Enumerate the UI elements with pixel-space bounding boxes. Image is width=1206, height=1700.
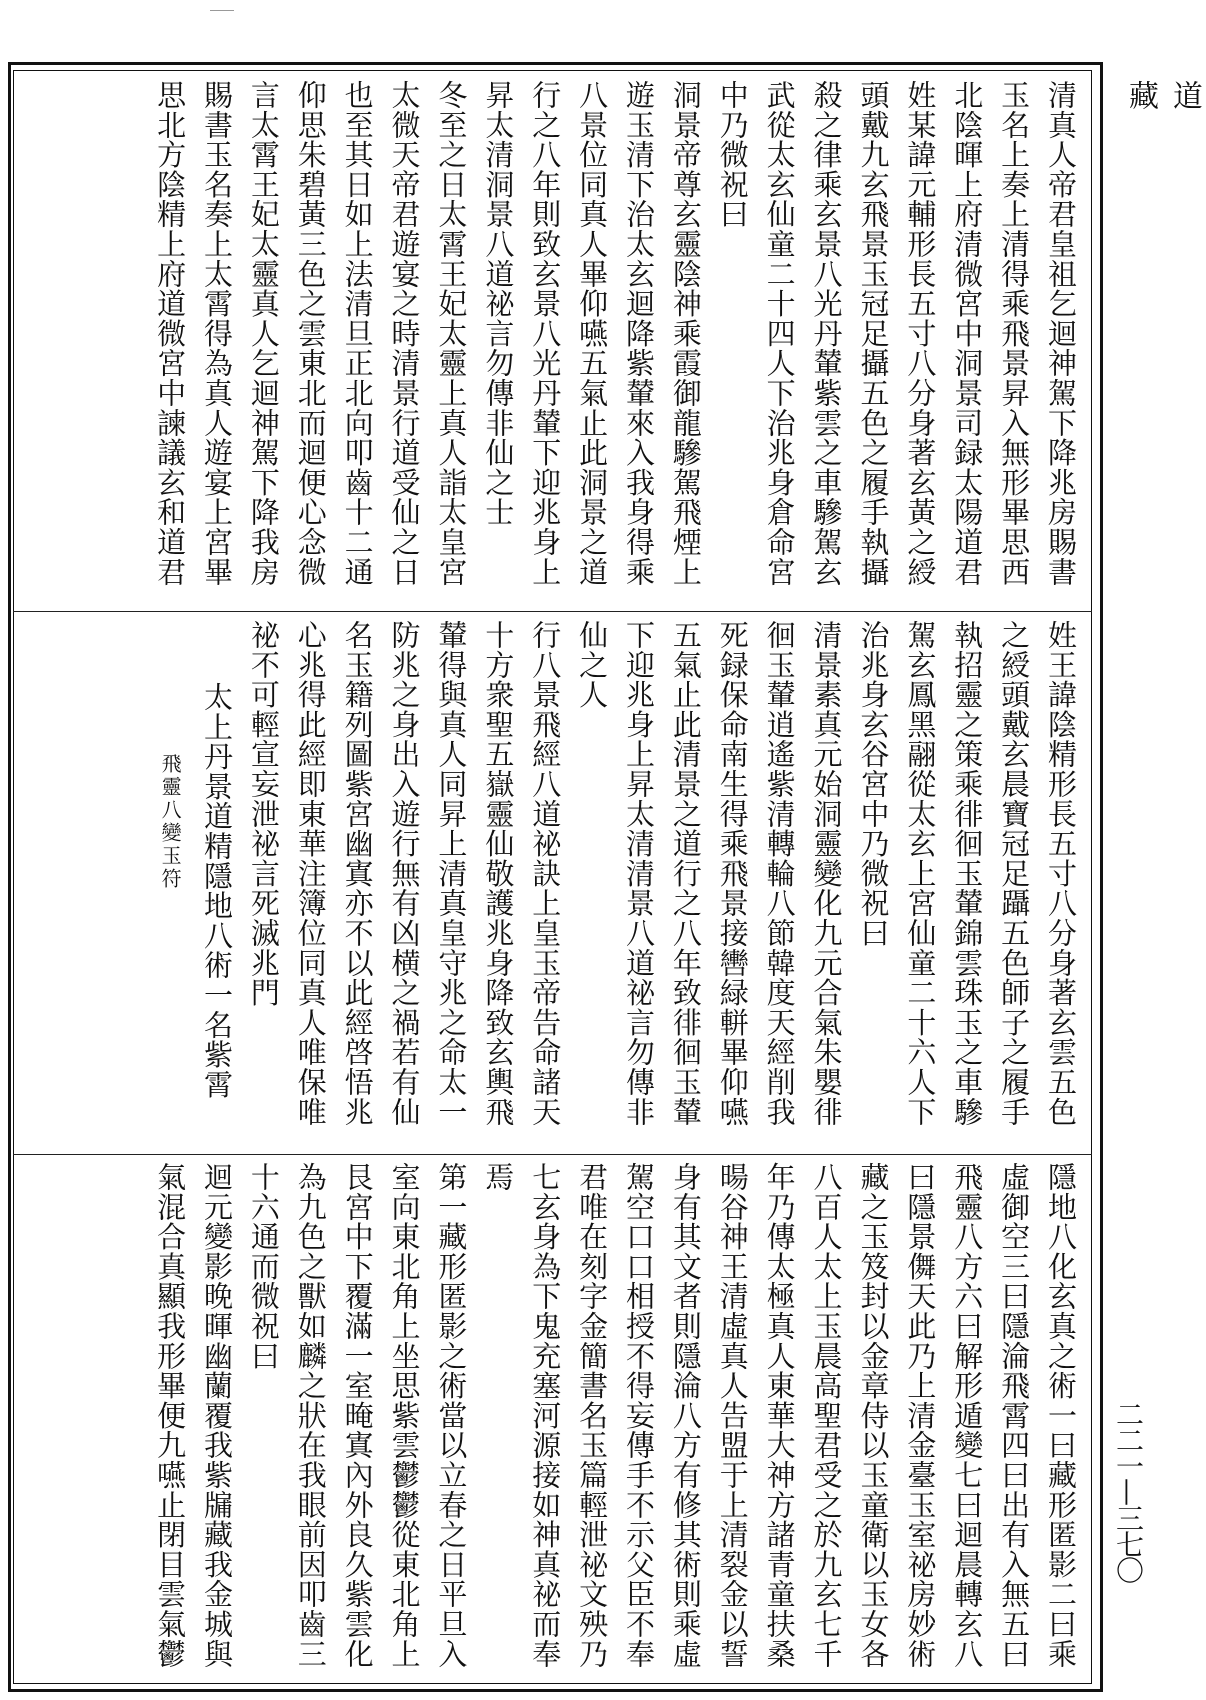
column-group <box>26 1160 1084 1685</box>
text-column: 洞景帝尊玄靈陰神乘霞御龍驂駕飛煙上 <box>668 80 703 587</box>
text-column: 仙之人 <box>575 620 610 710</box>
register-divider-upper <box>13 611 1092 612</box>
text-column: 言太霄王妃太靈真人乞迴神駕下降我房 <box>246 80 281 587</box>
text-column: 治兆身玄谷宮中乃微祝曰 <box>856 620 891 948</box>
text-column: 思北方陰精上府道微宮中諫議玄和道君 <box>153 80 188 587</box>
text-column: 祕不可輕宣妄泄祕言死滅兆門 <box>246 620 281 1008</box>
text-column: 也至其日如上法清旦正北向叩齒十二通 <box>340 80 375 587</box>
text-column: 死録保命南生得乘飛景接轡緑軿畢仰嚥 <box>715 620 750 1127</box>
text-column: 之綬頭戴玄晨寶冠足躡五色師子之履手 <box>997 620 1032 1127</box>
text-column: 八百人太上玉晨高聖君受之於九玄七千 <box>809 1162 844 1669</box>
text-column: 太微天帝君遊宴之時清景行道受仙之日 <box>387 80 422 587</box>
text-column: 迴元變影晚暉幽蘭覆我紫牖藏我金城與 <box>199 1162 234 1669</box>
text-column: 十方衆聖五嶽靈仙敬護兆身降致玄輿飛 <box>481 620 516 1127</box>
text-column: 藏之玉笈封以金章侍以玉童衛以玉女各 <box>856 1162 891 1669</box>
text-column: 行之八年則致玄景八光丹輦下迎兆身上 <box>528 80 563 587</box>
text-column: 姓某諱元輔形長五寸八分身著玄黃之綬 <box>903 80 938 587</box>
text-column: 冬至之日太霄王妃太靈上真人詣太皇宮 <box>434 80 469 587</box>
canon-title <box>1118 80 1206 380</box>
text-column: 執招靈之策乘徘徊玉輦錦雲珠玉之車驂 <box>950 620 985 1127</box>
text-column: 心兆得此經即東華注簿位同真人唯保唯 <box>293 620 328 1127</box>
text-register-upper <box>26 78 1084 608</box>
text-column: 駕空口口相授不得妄傳手不示父臣不奉 <box>621 1162 656 1669</box>
text-column: 暘谷神王清虛真人告盟于上清裂金以誓 <box>715 1162 750 1669</box>
text-column: 頭戴九玄飛景玉冠足攝五色之履手執攝 <box>856 80 891 587</box>
text-column: 北陰暉上府清微宮中洞景司録太陽道君 <box>950 80 985 587</box>
text-column: 武從太玄仙童二十四人下治兆身倉命宮 <box>762 80 797 587</box>
text-column: 飛靈八方六曰解形遁變七曰迴晨轉玄八 <box>950 1162 985 1669</box>
text-column: 太上丹景道精隱地八術一名紫霄 <box>199 682 234 1100</box>
canon-title-char: 藏 <box>1123 80 1158 110</box>
text-column: 名玉籍列圖紫宮幽寘亦不以此經啓悟兆 <box>340 620 375 1127</box>
text-column: 清真人帝君皇祖乞迴神駕下降兆房賜書 <box>1044 80 1078 587</box>
text-column: 八景位同真人畢仰嚥五氣止此洞景之道 <box>575 80 610 587</box>
text-column: 七玄身為下鬼充塞河源接如神真祕而奉 <box>528 1162 563 1669</box>
text-column: 行八景飛經八道祕訣上皇玉帝告命諸天 <box>528 620 563 1127</box>
text-column: 君唯在刻字金簡書名玉篇輕泄祕文殃乃 <box>575 1162 610 1669</box>
canon-title-char: 道 <box>1167 80 1202 110</box>
text-column: 清景素真元始洞靈變化九元合氣朱嬰徘 <box>809 620 844 1127</box>
text-column: 防兆之身出入遊行無有凶横之禍若有仙 <box>387 620 422 1127</box>
text-register-middle <box>26 618 1084 1150</box>
text-column: 輦得與真人同昇上清真皇守兆之命太一 <box>434 620 469 1127</box>
register-divider-lower <box>13 1154 1092 1155</box>
text-column: 殺之律乘玄景八光丹輦紫雲之車驂駕玄 <box>809 80 844 587</box>
text-column: 十六通而微祝曰 <box>246 1162 281 1371</box>
text-register-lower <box>26 1160 1084 1685</box>
text-column: 徊玉輦逍遙紫清轉輪八節韓度天經削我 <box>762 620 797 1127</box>
text-column: 中乃微祝曰 <box>715 80 750 229</box>
column-group <box>26 78 1084 608</box>
text-column: 玉名上奏上清得乘飛景昇入無形畢思西 <box>997 80 1032 587</box>
column-group <box>26 618 1084 1150</box>
text-column: 焉 <box>481 1162 516 1192</box>
text-column: 飛靈八變玉符 <box>158 753 183 891</box>
text-column: 曰隱景儛天此乃上清金臺玉室祕房妙術 <box>903 1162 938 1669</box>
text-column: 氣混合真顯我形畢便九嚥止閉目雲氣鬱 <box>153 1162 188 1669</box>
text-column: 艮宮中下覆滿一室晻寘內外良久紫雲化 <box>340 1162 375 1669</box>
text-column: 年乃傳太極真人東華大神方諸青童扶桑 <box>762 1162 797 1669</box>
text-column: 仰思朱碧黃三色之雲東北而迴便心念微 <box>293 80 328 587</box>
text-column: 第一藏形匿影之術當以立春之日平旦入 <box>434 1162 469 1669</box>
text-column: 身有其文者則隱淪八方有修其術則乘虛 <box>668 1162 703 1669</box>
text-column: 為九色之獸如麟之狀在我眼前因叩齒三 <box>293 1162 328 1669</box>
text-column: 五氣止此清景之道行之八年致徘徊玉輦 <box>668 620 703 1127</box>
top-rule-mark <box>210 10 234 11</box>
text-column: 隱地八化玄真之術一曰藏形匿影二曰乘 <box>1044 1162 1078 1669</box>
text-column: 駕玄鳳黑翮從太玄上宮仙童二十六人下 <box>903 620 938 1127</box>
text-column: 室向東北角上坐思紫雲鬱鬱從東北角上 <box>387 1162 422 1669</box>
text-column: 下迎兆身上昇太清清景八道祕言勿傳非 <box>621 620 656 1127</box>
text-column: 姓王諱陰精形長五寸八分身著玄雲五色 <box>1044 620 1078 1127</box>
page-number: 二二一—三七〇 <box>1112 1400 1145 1582</box>
text-column: 遊玉清下治太玄迴降紫輦來入我身得乘 <box>621 80 656 587</box>
text-column: 昇太清洞景八道祕言勿傳非仙之士 <box>481 80 516 527</box>
text-column: 賜書玉名奏上太霄得為真人遊宴上宮畢 <box>199 80 234 587</box>
text-column: 虛御空三曰隱淪飛霄四曰出有入無五曰 <box>997 1162 1032 1669</box>
